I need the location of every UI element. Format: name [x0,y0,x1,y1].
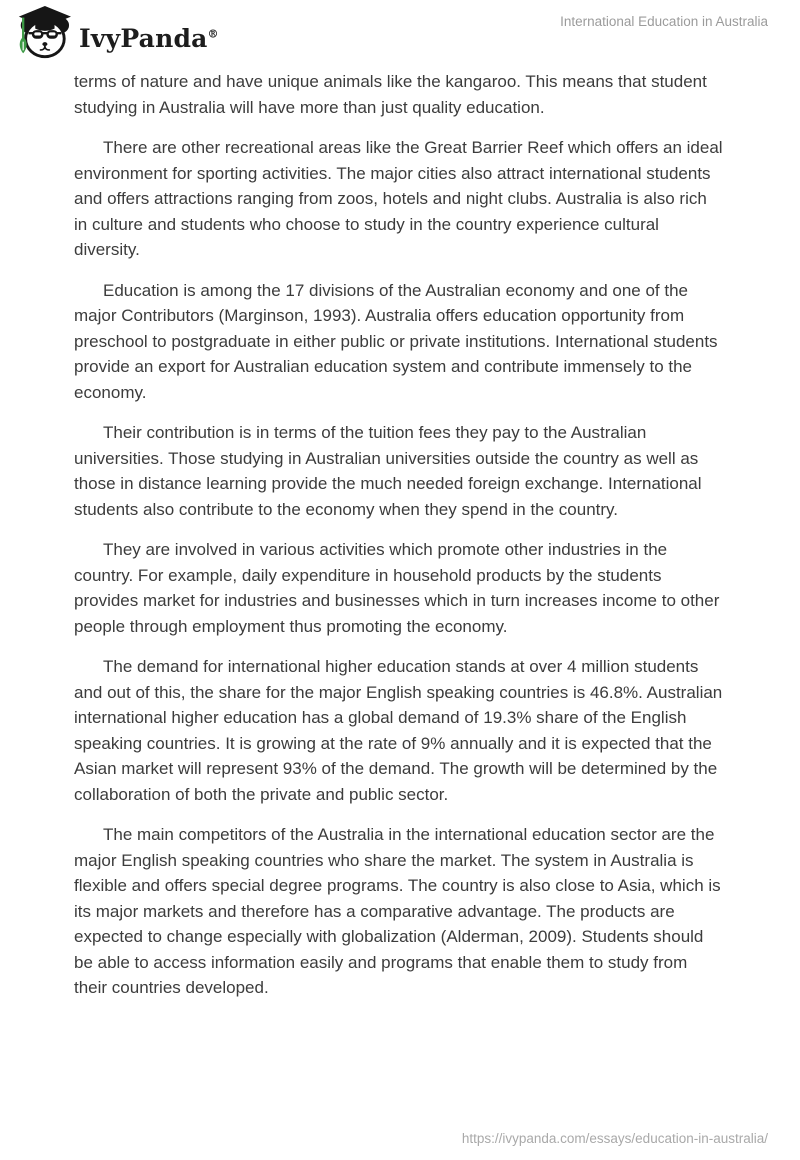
document-title: International Education in Australia [560,14,768,29]
logo-text: IvyPanda [79,23,208,53]
essay-body [74,69,724,1016]
essay-paragraph: They are involved in various activities which promote other industries in the country. For example, daily expenditure in household products by the students provides market for industries and businesses which in turn increases income to other people through employment thus promoting the economy. [74,540,720,636]
essay-paragraph-continuation: terms of nature and have unique animals like the kangaroo. This means that student studying in Australia will have more than just quality education. [74,72,707,117]
essay-paragraph: There are other recreational areas like the Great Barrier Reef which offers an ideal environment for sporting activities. The major cities also attract international students and offers attractions ranging from zoos, hotels and night clubs. Australia is also rich in culture and students who choose to study in the country experience cultural diversity. [74,138,723,259]
logo-wordmark [79,16,219,51]
ivypanda-logo[interactable] [13,5,219,61]
source-url-link[interactable]: https://ivypanda.com/essays/education-in-australia/ [461,1130,768,1146]
essay-paragraph: The main competitors of the Australia in the international education sector are the major English speaking countries who share the market. The system in Australia is flexible and offers special degree programs. The country is also close to Asia, which is its major markets and therefore has a comparative advantage. The products are expected to change especially with globalization (Alderman, 2009). Students should be able to access information easily and programs that enable them to study from their countries developed. [74,825,721,997]
page-header [0,0,800,66]
essay-paragraph: Education is among the 17 divisions of the Australian economy and one of the major Contributors (Marginson, 1993). Australia offers education opportunity from preschool to postgraduate in either public or private institutions. International students provide an export for Australian education system and contribute immensely to the economy. [74,280,718,402]
essay-paragraph: Their contribution is in terms of the tuition fees they pay to the Australian universities. Those studying in Australian universities outside the country as well as those in distance learning provide the much needed foreign exchange. International students also contribute to the economy when they spend in the country. [74,423,702,519]
logo-trademark: ® [207,27,219,41]
essay-paragraph: The demand for international higher education stands at over 4 million students and out of this, the share for the major English speaking countries is 46.8%. Australian international higher education has a global demand of 19.3% share of the English speaking countries. It is growing at the rate of 9% annually and it is expected that the Asian market will represent 93% of the demand. The growth will be determined by the collaboration of both the private and public sector. [74,657,723,804]
panda-graduate-icon [13,5,71,61]
